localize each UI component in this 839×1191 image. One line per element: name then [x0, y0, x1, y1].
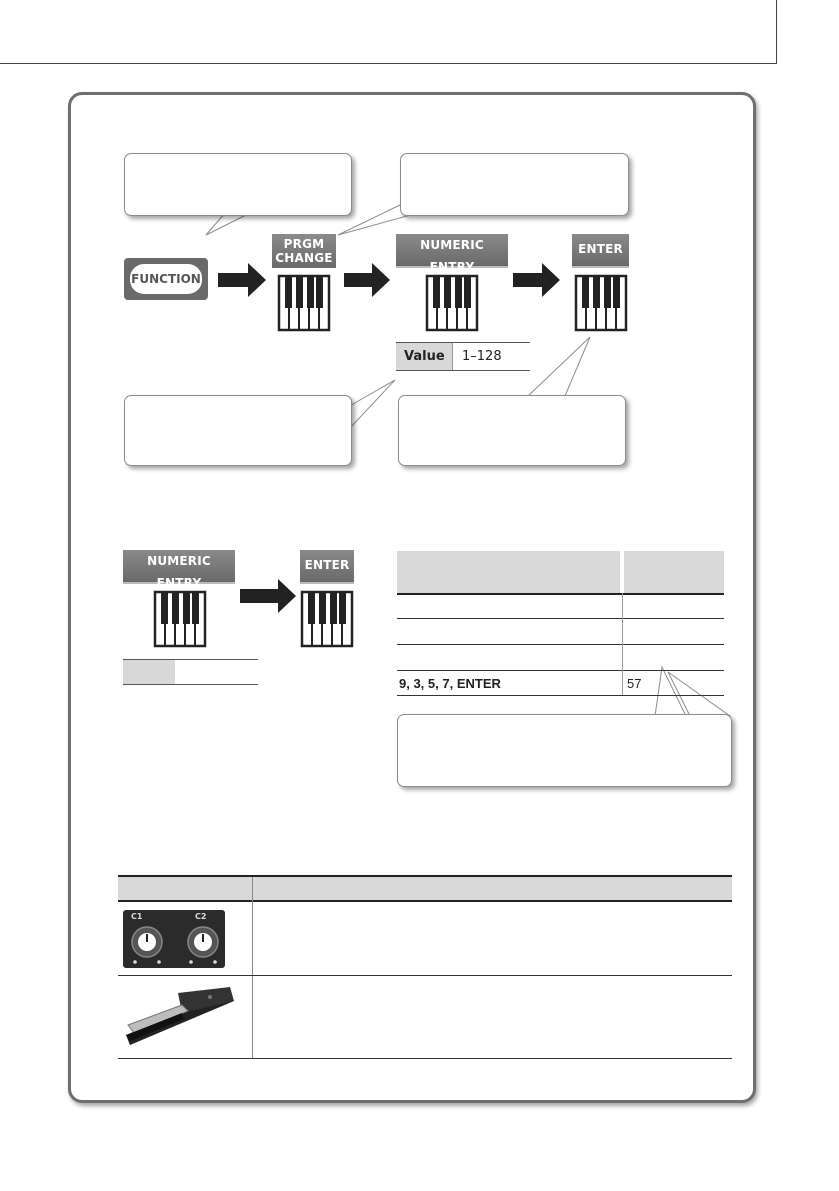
example-numeric-entry-label: NUMERIC ENTRY — [123, 550, 235, 584]
keyboard-prgm-change — [279, 276, 329, 330]
keyboard-example-numeric — [155, 592, 205, 646]
controllers-rule-bottom — [118, 1058, 732, 1059]
knobs-image — [123, 910, 225, 968]
example-table-rule-top — [397, 593, 724, 595]
controllers-table-header — [118, 876, 732, 900]
function-button-label: FUNCTION — [130, 264, 202, 294]
example-enter-label: ENTER — [300, 550, 354, 584]
example-row-keys: 9, 3, 5, 7, ENTER — [399, 676, 501, 691]
example-row-result: 57 — [627, 676, 642, 691]
keyboard-enter — [576, 276, 626, 330]
example-table-header — [397, 551, 724, 593]
controllers-rule-mid — [118, 975, 732, 976]
value-label: Value — [396, 343, 452, 370]
example-value-label-cell — [123, 660, 175, 684]
controllers-col-divider — [252, 877, 253, 1059]
controllers-rule-header — [118, 900, 732, 902]
value-range: 1–128 — [462, 349, 502, 364]
example-table-col-divider — [622, 593, 623, 695]
keyboard-example-enter — [302, 592, 352, 646]
keyboard-numeric-entry — [427, 276, 477, 330]
prgm-line-1: PRGM — [283, 237, 325, 251]
knob-icons — [123, 910, 225, 968]
knob-c2-label: C2 — [195, 912, 207, 921]
pedal-image — [118, 983, 240, 1053]
value-divider — [452, 343, 453, 370]
example-table-rule-bottom — [397, 695, 724, 696]
enter-label: ENTER — [572, 234, 629, 268]
controllers-rule-top — [118, 875, 732, 877]
prgm-line-2: CHANGE — [275, 251, 333, 265]
example-value-table — [123, 659, 258, 685]
example-table-rule-3 — [397, 670, 724, 671]
knob-c1-label: C1 — [131, 912, 143, 921]
example-table-rule-1 — [397, 618, 724, 619]
example-header-gap — [620, 551, 624, 593]
value-range-table — [396, 342, 530, 371]
numeric-entry-label: NUMERIC ENTRY — [396, 234, 508, 268]
example-table-rule-2 — [397, 644, 724, 645]
